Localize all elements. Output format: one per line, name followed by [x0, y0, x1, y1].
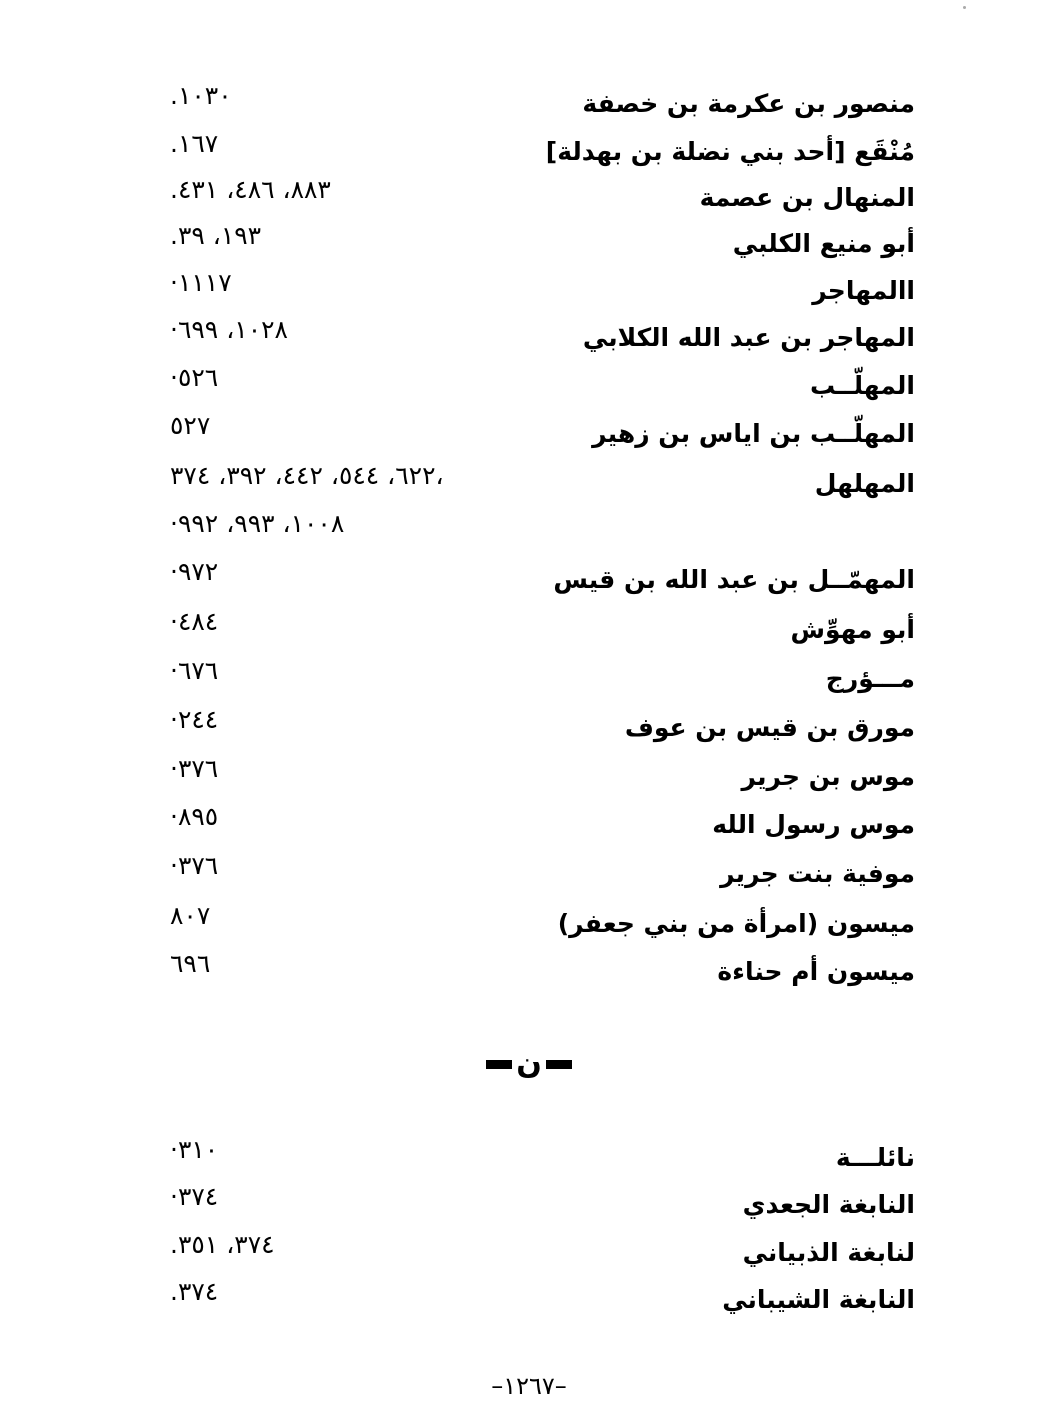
index-entry-continuation: [0, 509, 1058, 564]
entry-name: المهاجر بن عبد الله الكلابي: [582, 323, 915, 352]
entry-name: لنابغة الذبياني: [742, 1238, 915, 1267]
entry-pages: .١٠٣٠: [170, 81, 232, 110]
entry-pages: .١٦٧: [170, 129, 219, 158]
entry-name: المهلّــب: [810, 371, 915, 400]
page-number: –١٢٦٧–: [491, 1372, 567, 1400]
entry-pages: .٨٨٣، ٤٨٦، ٤٣١: [170, 175, 331, 204]
index-entry: [0, 1230, 1058, 1285]
entry-name: أبو منيع الكلبي: [732, 229, 915, 258]
index-entry: [0, 851, 1058, 906]
entry-pages: ·٣١٠: [170, 1135, 219, 1164]
entry-pages: ·٣٧٦: [170, 754, 219, 783]
entry-name: النابغة الجعدي: [742, 1190, 915, 1219]
index-entry: [0, 754, 1058, 809]
entry-pages: ٦٢٢، ٥٤٤، ٤٤٢، ٣٩٢، ٣٧٤،: [170, 461, 444, 490]
entry-pages: .١٩٣، ٣٩: [170, 221, 262, 250]
index-entry: [0, 411, 1058, 466]
entry-pages: .٣٧٤، ٣٥١: [170, 1230, 275, 1259]
index-entry: [0, 129, 1058, 184]
index-entry: [0, 802, 1058, 857]
entry-name: النابغة الشيباني: [722, 1285, 915, 1314]
entry-pages: ·١١١٧: [170, 268, 232, 297]
entry-name: المهلهل: [814, 469, 915, 498]
entry-pages: ٨٠٧: [170, 901, 211, 930]
entry-pages: ·١٠٠٨، ٩٩٣، ٩٩٢: [170, 509, 345, 538]
heading-dash: [486, 1060, 512, 1069]
entry-pages: ·٤٨٤: [170, 607, 219, 636]
entry-pages: ٥٢٧: [170, 411, 211, 440]
entry-name: المهلّــب بن اياس بن زهير: [592, 419, 915, 448]
entry-name: االمهاجر: [812, 276, 915, 305]
entry-name: مورق بن قيس بن عوف: [624, 713, 915, 742]
entry-pages: ·٣٧٦: [170, 851, 219, 880]
entry-name: ميسون أم حناءة: [717, 957, 915, 986]
entry-name: موس رسول الله: [712, 810, 915, 839]
index-entry: [0, 949, 1058, 1004]
index-entry: [0, 81, 1058, 136]
index-entry: [0, 557, 1058, 612]
section-heading: [0, 1044, 1058, 1084]
entry-pages: ·٨٩٥: [170, 802, 219, 831]
index-entry: [0, 175, 1058, 230]
entry-pages: ·٦٧٦: [170, 656, 219, 685]
entry-pages: ٦٩٦: [170, 949, 211, 978]
index-entry: [0, 461, 1058, 516]
entry-pages: ·١٠٢٨، ٦٩٩: [170, 315, 288, 344]
entry-name: موفية بنت جرير: [720, 859, 915, 888]
index-entry: [0, 1277, 1058, 1332]
entry-name: ميسون (امرأة من بني جعفر): [557, 909, 915, 938]
entry-pages: ·٢٤٤: [170, 705, 219, 734]
entry-pages: ·٩٧٢: [170, 557, 219, 586]
entry-pages: ·٣٧٤: [170, 1182, 219, 1211]
corner-mark: [963, 6, 966, 9]
index-entry: [0, 705, 1058, 760]
index-entry: [0, 656, 1058, 711]
entry-name: مُنْقَع [أحد بني نضلة بن بهدلة]: [545, 137, 915, 166]
index-entry: [0, 221, 1058, 276]
entry-name: مـــؤرج: [825, 664, 915, 693]
entry-pages: ·٥٢٦: [170, 363, 219, 392]
index-entry: [0, 363, 1058, 418]
section-letter: ن: [516, 1046, 542, 1081]
entry-name: أبو مهوِّش: [790, 615, 915, 644]
index-entry: [0, 1135, 1058, 1190]
entry-name: المنهال بن عصمة: [699, 183, 915, 212]
index-entry: [0, 1182, 1058, 1237]
heading-dash: [546, 1060, 572, 1069]
index-entry: [0, 607, 1058, 662]
index-entry: [0, 268, 1058, 323]
index-entry: [0, 901, 1058, 956]
entry-name: موس بن جرير: [741, 762, 915, 791]
index-entry: [0, 315, 1058, 370]
entry-pages: .٣٧٤: [170, 1277, 219, 1306]
entry-name: نائلـــة: [835, 1143, 915, 1172]
entry-name: المهمّــل بن عبد الله بن قيس: [553, 565, 915, 594]
entry-name: منصور بن عكرمة بن خصفة: [582, 89, 915, 118]
